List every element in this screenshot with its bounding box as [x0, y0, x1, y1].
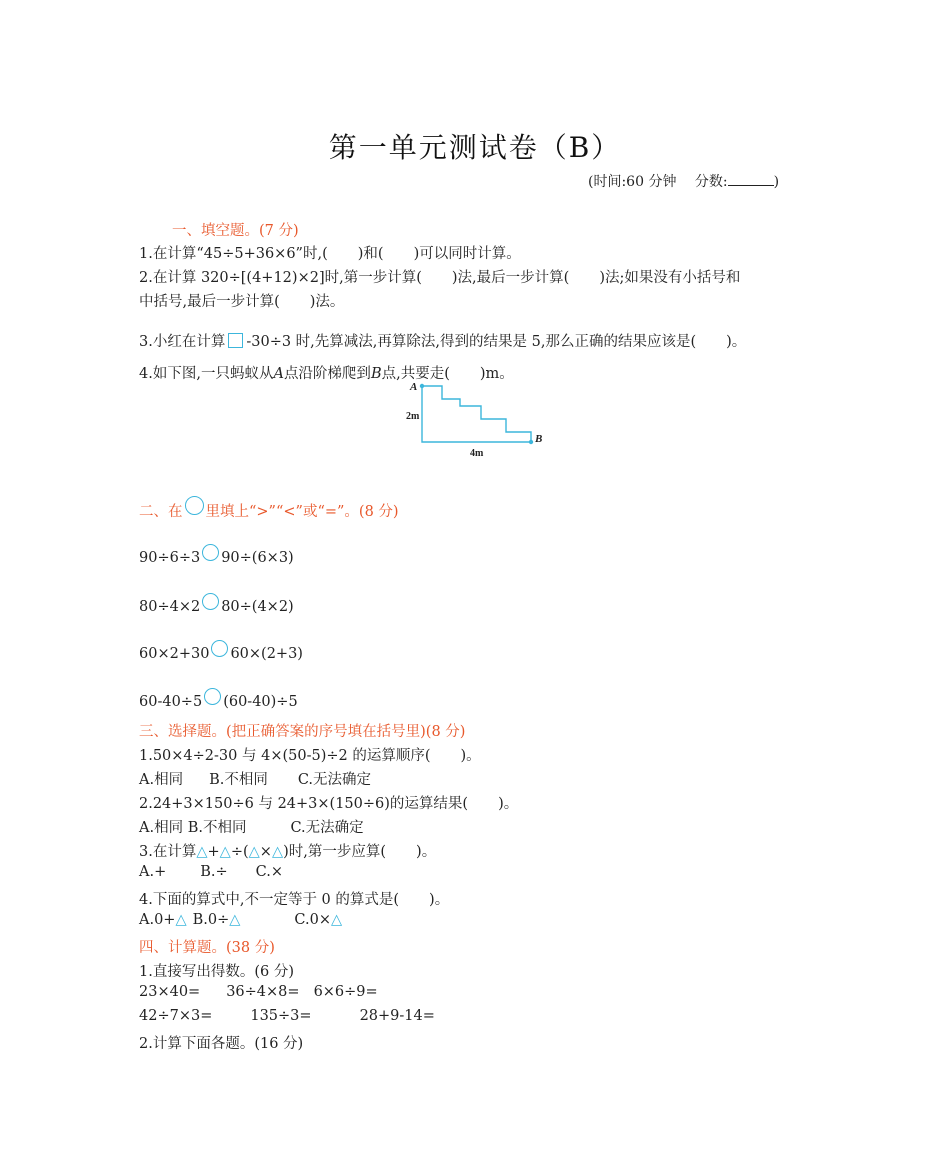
- option-b[interactable]: B.不相同: [209, 772, 268, 788]
- calc-item: 6×6÷9=: [313, 984, 378, 1000]
- s3-q1-text-a: 1.50×4÷2-30 与 4×(50-5)÷2 的运算顺序(: [139, 748, 431, 764]
- calc-item: 135÷3=: [250, 1008, 312, 1024]
- compare-circle[interactable]: [204, 688, 221, 705]
- s1-q3-text-a: 3.小红在计算: [139, 334, 226, 350]
- s4-sub2: 2.计算下面各题。(16 分): [139, 1036, 304, 1052]
- s3-q2-options: [139, 816, 364, 837]
- calc-item: 42÷7×3=: [139, 1008, 213, 1024]
- s3-q3-options: [139, 864, 283, 880]
- s1-q4-point-b: B: [370, 366, 382, 382]
- meta-prefix: (时间:60 分钟 分数:: [588, 174, 728, 190]
- triangle-icon: △: [219, 844, 231, 860]
- option-b[interactable]: B.0÷: [192, 912, 230, 928]
- s2-heading-b: 里填上“>”“<”或“=”。(8 分): [205, 504, 399, 520]
- option-c[interactable]: C.0×: [294, 912, 331, 928]
- section1-heading: 一、填空题。(7 分): [172, 223, 299, 239]
- s3-q2: [139, 792, 518, 813]
- option-c[interactable]: C.×: [255, 864, 283, 880]
- compare-circle[interactable]: [211, 640, 228, 657]
- staircase-figure: [400, 378, 550, 462]
- square-box-icon: [228, 333, 243, 348]
- compare-left: 90÷6÷3: [139, 550, 201, 566]
- calc-item: 28+9-14=: [359, 1008, 435, 1024]
- compare-right: (60-40)÷5: [223, 694, 298, 710]
- section2-heading: [139, 496, 399, 521]
- score-blank[interactable]: [728, 173, 774, 186]
- compare-left: 60-40÷5: [139, 694, 203, 710]
- figure-label-b: B: [535, 433, 543, 445]
- s1-q4-text-f: )m。: [479, 366, 514, 382]
- s1-q2-text-d: 中括号,最后一步计算(: [139, 294, 280, 310]
- s3-q1-text-b: )。: [460, 748, 481, 764]
- s3-q3-plus: +: [207, 844, 220, 860]
- compare-right: 90÷(6×3): [221, 550, 294, 566]
- s1-q3: [139, 330, 746, 351]
- point-b-dot: [529, 440, 533, 444]
- option-a[interactable]: A.0+: [139, 912, 176, 928]
- s1-q2-text-c: )法;如果没有小括号和: [599, 270, 741, 286]
- page-title: 第一单元测试卷（B）: [328, 131, 622, 164]
- compare-circle[interactable]: [202, 593, 219, 610]
- s3-q4-options: [139, 912, 342, 928]
- calc-item: 23×40=: [139, 984, 201, 1000]
- compare-circle[interactable]: [202, 544, 219, 561]
- compare-row-1: [139, 544, 294, 566]
- s1-q2-text-e: )法。: [309, 294, 345, 310]
- option-c[interactable]: C.无法确定: [297, 772, 372, 788]
- s3-q3-text-a: 3.在计算: [139, 844, 197, 860]
- option-c[interactable]: C.无法确定: [290, 820, 364, 836]
- figure-label-height: 2m: [406, 411, 420, 422]
- s3-q1-options: [139, 768, 371, 789]
- s3-q4: [139, 888, 449, 909]
- s1-q4-text-a: 4.如下图,一只蚂蚁从: [139, 366, 274, 382]
- s1-q3-text-c: )。: [726, 334, 747, 350]
- compare-row-4: [139, 688, 298, 710]
- s3-q2-text-b: )。: [498, 796, 519, 812]
- s3-q4-text-a: 4.下面的算式中,不一定等于 0 的算式是(: [139, 892, 400, 908]
- compare-left: 60×2+30: [139, 646, 210, 662]
- compare-right: 60×(2+3): [230, 646, 303, 662]
- s1-q4-point-a: A: [273, 366, 284, 382]
- section4-heading: 四、计算题。(38 分): [139, 940, 275, 956]
- s4-row1: [139, 984, 378, 1000]
- s1-q1-text-a: 1.在计算“45÷5+36×6”时,(: [139, 246, 328, 262]
- option-a[interactable]: A.相同: [139, 772, 184, 788]
- s3-q4-text-b: )。: [429, 892, 450, 908]
- s1-q1-text-c: )可以同时计算。: [413, 246, 521, 262]
- circle-icon: [185, 496, 204, 515]
- s3-q3-times: ×: [259, 844, 272, 860]
- s4-row2: [139, 1008, 435, 1024]
- s3-q3-text-c: )。: [416, 844, 437, 860]
- meta-suffix: ): [773, 174, 780, 190]
- option-b[interactable]: B.÷: [200, 864, 228, 880]
- s1-q2-text-b: )法,最后一步计算(: [451, 270, 570, 286]
- s3-q1: [139, 744, 481, 765]
- s1-q2-line2: [139, 290, 344, 311]
- staircase-path: [422, 386, 531, 442]
- s1-q2-line1: [139, 266, 740, 287]
- s3-q3-text-b: )时,第一步应算(: [283, 844, 387, 860]
- s1-q3-text-b: -30÷3 时,先算减法,再算除法,得到的结果是 5,那么正确的结果应该是(: [246, 334, 697, 350]
- option-a[interactable]: A.+: [139, 864, 167, 880]
- s1-q2-text-a: 2.在计算 320÷[(4+12)×2]时,第一步计算(: [139, 270, 422, 286]
- figure-label-a: A: [410, 381, 418, 393]
- compare-right: 80÷(4×2): [221, 599, 294, 615]
- triangle-icon: △: [248, 844, 260, 860]
- exam-meta: [588, 171, 779, 191]
- triangle-icon: △: [196, 844, 208, 860]
- s4-sub1: 1.直接写出得数。(6 分): [139, 964, 294, 980]
- triangle-icon: △: [271, 844, 284, 860]
- calc-item: 36÷4×8=: [226, 984, 300, 1000]
- s1-q1-text-b: )和(: [357, 246, 384, 262]
- section3-heading: 三、选择题。(把正确答案的序号填在括号里)(8 分): [139, 724, 466, 740]
- s1-q4-text-c: 点沿阶梯爬到: [283, 366, 371, 382]
- figure-label-width: 4m: [470, 448, 484, 459]
- s2-heading-a: 二、在: [139, 504, 183, 520]
- s1-q4-text-e: 点,共要走(: [381, 366, 450, 382]
- compare-left: 80÷4×2: [139, 599, 201, 615]
- compare-row-3: [139, 640, 303, 662]
- s3-q3-div: ÷(: [230, 844, 249, 860]
- s1-q1: [139, 242, 521, 263]
- triangle-icon: △: [175, 912, 187, 928]
- s3-q2-text-a: 2.24+3×150÷6 与 24+3×(150÷6)的运算结果(: [139, 796, 469, 812]
- option-ab[interactable]: A.相同 B.不相同: [139, 820, 247, 836]
- point-a-dot: [420, 384, 424, 388]
- triangle-icon: △: [330, 912, 343, 928]
- triangle-icon: △: [229, 912, 241, 928]
- s3-q3: [139, 840, 436, 861]
- compare-row-2: [139, 593, 294, 615]
